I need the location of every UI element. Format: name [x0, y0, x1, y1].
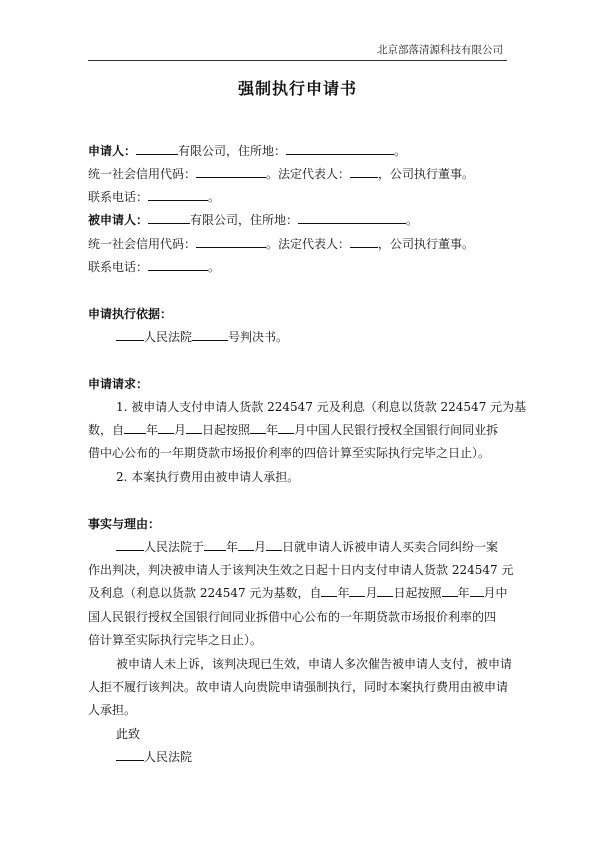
request-2: 2. 本案执行费用由被申请人承担。	[116, 470, 300, 484]
facts-p2-line-2: 人拒不履行该判决。故申请人向贵院申请强制执行，同时本案执行费用由被申请	[88, 680, 509, 694]
applicant-address-label: 有限公司，住所地：	[178, 144, 287, 158]
facts-p1-line-1	[116, 539, 507, 555]
applicant-label: 申请人：	[88, 144, 137, 158]
addressee-line	[116, 749, 507, 765]
rate-year-blank	[250, 422, 266, 434]
respondent-rep-blank	[350, 236, 378, 248]
facts-heading: 事实与理由：	[88, 517, 161, 531]
judgment-day-blank	[266, 539, 282, 551]
applicant-rep-label: 。法定代表人：	[266, 167, 351, 181]
document-title: 强制执行申请书	[237, 79, 357, 98]
respondent-credit-line	[88, 236, 507, 252]
request-1-text: 数，自	[88, 423, 125, 437]
interest-day-blank	[377, 585, 393, 597]
basis-suffix: 号判决书。	[228, 330, 289, 344]
applicant-phone-end: 。	[208, 190, 221, 204]
respondent-label: 被申请人：	[88, 213, 149, 227]
facts-text: 年	[226, 540, 239, 554]
judgment-year-blank	[204, 539, 226, 551]
facts-p1-line-4: 国人民银行授权全国银行间同业拆借中心公布的一年期贷款市场报价利率的四	[88, 610, 497, 624]
facts-text: 人民法院于	[144, 540, 205, 554]
facts-court-blank	[116, 539, 144, 551]
request-1-text: 年	[146, 423, 159, 437]
facts-p2-line-3: 人承担。	[88, 703, 137, 717]
respondent-rep-label: 。法定代表人：	[266, 237, 351, 251]
respondent-phone-end: 。	[208, 260, 221, 274]
applicant-name-blank	[136, 143, 178, 155]
addressee-court-blank	[116, 749, 144, 761]
lpr-month-blank	[470, 585, 484, 597]
request-1-line-3: 借中心公布的一年期贷款市场报价利率的四倍计算至实际执行完毕之日止）。	[88, 446, 491, 460]
lpr-year-blank	[442, 585, 458, 597]
applicant-phone-line	[88, 189, 507, 205]
basis-case-number-blank	[192, 329, 228, 341]
applicant-credit-blank	[196, 166, 266, 178]
request-1-line-1: 1. 被申请人支付申请人货款 224547 元及利息（利息以货款 224547 元为基	[116, 400, 527, 414]
interest-year-blank	[321, 585, 337, 597]
basis-line	[116, 329, 507, 345]
basis-heading: 申请执行依据：	[88, 307, 173, 321]
date-day-blank	[186, 422, 202, 434]
interest-month-blank	[349, 585, 365, 597]
respondent-name-blank	[148, 212, 190, 224]
requests-heading: 申请请求：	[88, 377, 149, 391]
respondent-phone-label: 联系电话：	[88, 260, 149, 274]
request-1-text: 月	[174, 423, 187, 437]
addressee-court: 人民法院	[144, 750, 193, 764]
facts-text: 月中	[483, 586, 508, 600]
respondent-credit-label: 统一社会信用代码：	[88, 237, 197, 251]
facts-p1-line-5: 倍计算至实际执行完毕之日止）。	[88, 633, 263, 647]
applicant-address-blank	[286, 143, 394, 155]
judgment-month-blank	[238, 539, 254, 551]
request-1-text: 月中国人民银行授权全国银行间同业拆	[294, 423, 499, 437]
request-1-text: 日起按照	[202, 423, 251, 437]
rate-month-blank	[278, 422, 294, 434]
facts-text: 年	[457, 586, 470, 600]
applicant-phone-label: 联系电话：	[88, 190, 149, 204]
facts-text: 日就申请人诉被申请人买卖合同纠纷一案	[282, 540, 499, 554]
request-1-line-2	[88, 422, 507, 438]
basis-court-label: 人民法院	[144, 330, 193, 344]
respondent-address-label: 有限公司，住所地：	[190, 213, 299, 227]
applicant-rep-role: ，公司执行董事。	[378, 167, 475, 181]
applicant-credit-line	[88, 166, 507, 182]
facts-p1-line-3	[88, 585, 507, 601]
facts-text: 月	[365, 586, 378, 600]
applicant-phone-blank	[148, 189, 208, 201]
respondent-rep-role: ，公司执行董事。	[378, 237, 475, 251]
applicant-credit-label: 统一社会信用代码：	[88, 167, 197, 181]
facts-p2-line-1: 被申请人未上诉，该判决现已生效，申请人多次催告被申请人支付，被申请	[116, 657, 513, 671]
respondent-credit-blank	[196, 236, 266, 248]
date-year-blank	[124, 422, 146, 434]
date-month-blank	[158, 422, 174, 434]
respondent-line-end: 。	[406, 213, 419, 227]
applicant-rep-blank	[350, 166, 378, 178]
applicant-line-end: 。	[394, 144, 407, 158]
closing-salutation: 此致	[116, 727, 141, 741]
facts-text: 日起按照	[393, 586, 442, 600]
respondent-phone-line	[88, 259, 507, 275]
facts-p1-line-2: 作出判决，判决被申请人于该判决生效之日起十日内支付申请人货款 224547 元	[88, 563, 514, 577]
respondent-line	[88, 212, 507, 228]
applicant-line	[88, 143, 507, 159]
respondent-address-blank	[298, 212, 406, 224]
header-divider	[88, 60, 507, 61]
facts-text: 月	[254, 540, 267, 554]
respondent-phone-blank	[148, 259, 208, 271]
basis-court-blank	[116, 329, 144, 341]
facts-text: 及利息（利息以货款 224547 元为基数，自	[88, 586, 322, 600]
facts-text: 年	[337, 586, 350, 600]
header-company: 北京部落清源科技有限公司	[377, 44, 503, 56]
request-1-text: 年	[266, 423, 279, 437]
